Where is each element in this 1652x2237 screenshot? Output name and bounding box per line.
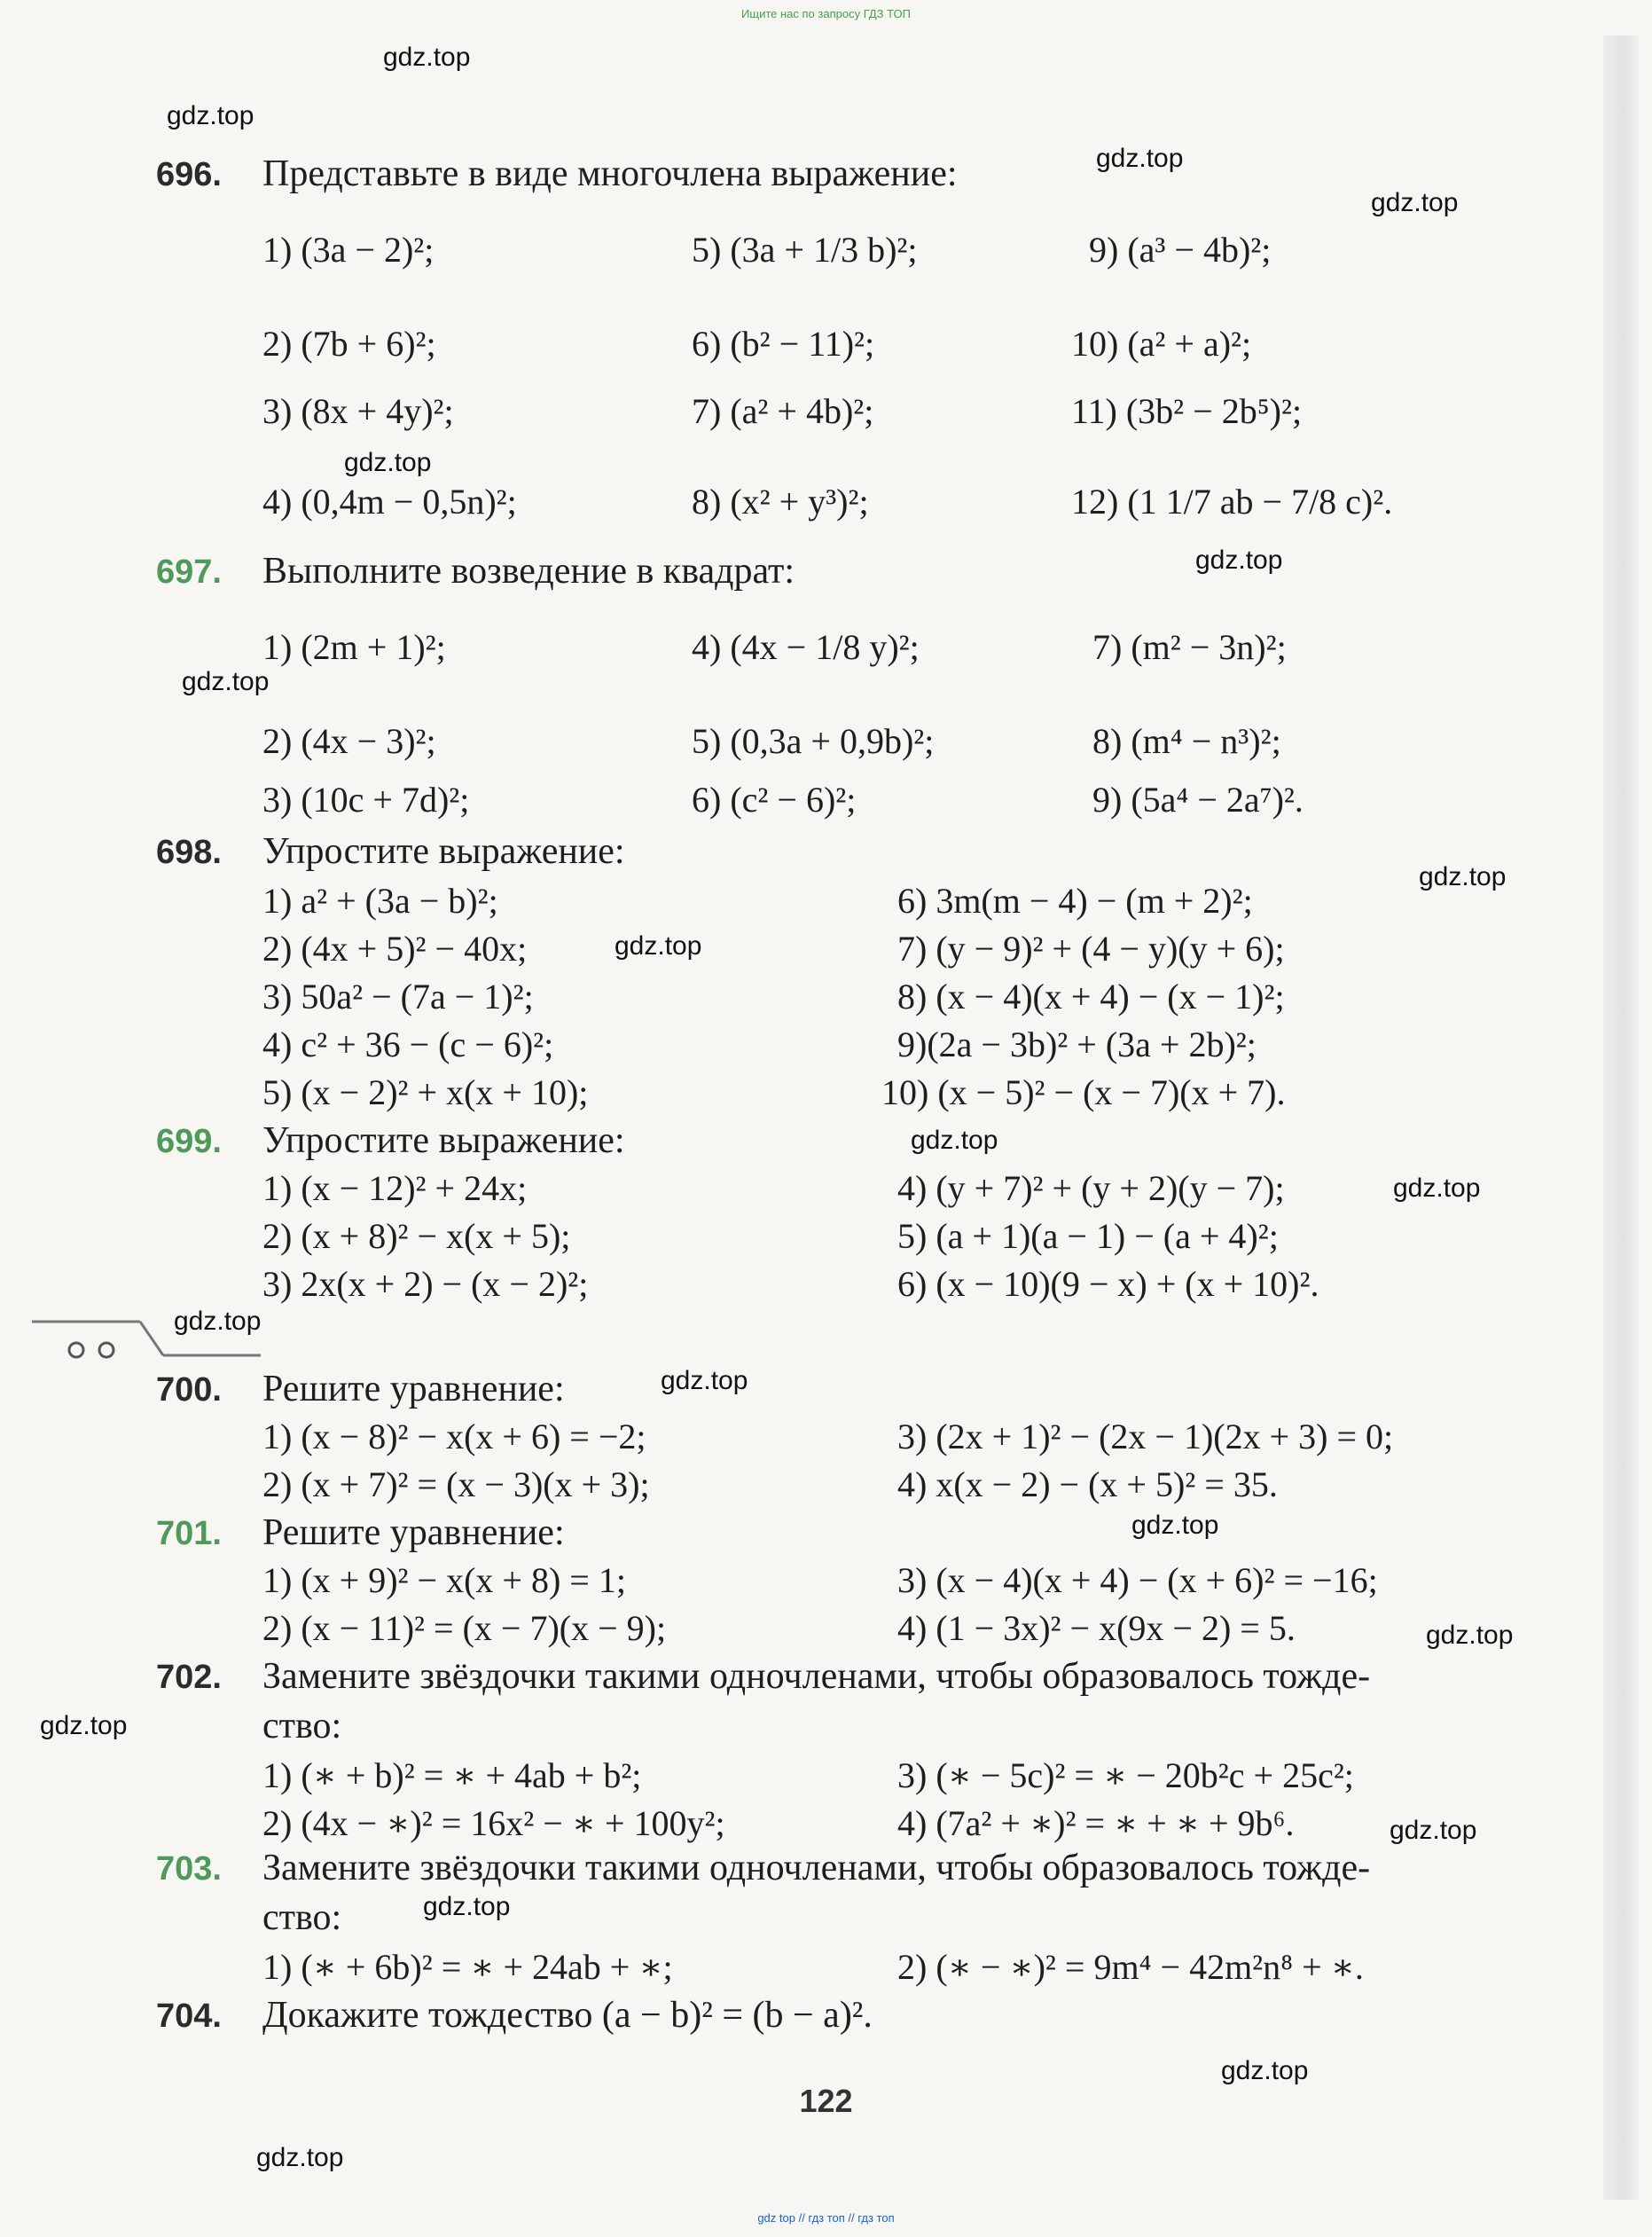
expression: 2) (7b + 6)²; bbox=[262, 324, 436, 364]
exercise-instruction: Решите уравнение: bbox=[262, 1369, 565, 1409]
watermark: gdz.top bbox=[1096, 144, 1184, 173]
watermark: gdz.top bbox=[167, 101, 254, 130]
expression: 9) (5a⁴ − 2a⁷)². bbox=[1092, 780, 1304, 820]
exercise-instruction: Замените звёздочки такими одночленами, чтобы образовалось тожде- bbox=[262, 1848, 1371, 1888]
expression: 2) (∗ − ∗)² = 9m⁴ − 42m²n⁸ + ∗. bbox=[897, 1947, 1364, 1987]
expression: 6) (b² − 11)²; bbox=[692, 324, 875, 364]
expression: 5) (0,3a + 0,9b)²; bbox=[692, 721, 935, 761]
expression: 4) (4x − 1/8 y)²; bbox=[692, 627, 920, 667]
watermark: gdz.top bbox=[40, 1711, 128, 1740]
expression: 6) (c² − 6)²; bbox=[692, 780, 857, 820]
expression: 3) (8x + 4y)²; bbox=[262, 391, 454, 431]
watermark: gdz.top bbox=[661, 1366, 748, 1395]
exercise-number: 700. bbox=[156, 1371, 222, 1409]
exercise-instruction: Упростите выражение: bbox=[262, 831, 625, 872]
expression: 4) (y + 7)² + (y + 2)(y − 7); bbox=[897, 1168, 1285, 1208]
expression: 1) a² + (3a − b)²; bbox=[262, 881, 498, 921]
exercise-instruction: Упростите выражение: bbox=[262, 1120, 625, 1161]
expression: 7) (y − 9)² + (4 − y)(y + 6); bbox=[897, 929, 1285, 969]
expression: 12) (1 1/7 ab − 7/8 c)². bbox=[1071, 482, 1393, 522]
header-note: Ищите нас по запросу ГДЗ ТОП bbox=[741, 7, 911, 20]
exercise-instruction: Докажите тождество (a − b)² = (b − a)². bbox=[262, 1995, 873, 2036]
expression: 6) 3m(m − 4) − (m + 2)²; bbox=[897, 881, 1253, 921]
expression: 4) c² + 36 − (c − 6)²; bbox=[262, 1024, 554, 1064]
expression: 3) (10c + 7d)²; bbox=[262, 780, 470, 820]
expression: 5) (a + 1)(a − 1) − (a + 4)²; bbox=[897, 1216, 1279, 1256]
expression: 9) (a³ − 4b)²; bbox=[1089, 230, 1272, 270]
expression: 3) (x − 4)(x + 4) − (x + 6)² = −16; bbox=[897, 1560, 1378, 1600]
exercise-number: 699. bbox=[156, 1123, 222, 1160]
expression: 5) (3a + 1/3 b)²; bbox=[692, 230, 918, 270]
expression: 6) (x − 10)(9 − x) + (x + 10)². bbox=[897, 1264, 1319, 1304]
expression: 7) (a² + 4b)²; bbox=[692, 391, 874, 431]
exercise-instruction-continued: ство: bbox=[262, 1897, 342, 1938]
exercise-instruction: Замените звёздочки такими одночленами, чтобы образовалось тожде- bbox=[262, 1656, 1371, 1697]
expression: 3) 50a² − (7a − 1)²; bbox=[262, 977, 534, 1016]
expression: 2) (4x + 5)² − 40x; bbox=[262, 929, 528, 969]
expression: 7) (m² − 3n)²; bbox=[1092, 627, 1287, 667]
footer-note: gdz top // гдз топ // гдз топ bbox=[757, 2211, 895, 2225]
exercise-number: 697. bbox=[156, 553, 222, 591]
expression: 1) (x − 8)² − x(x + 6) = −2; bbox=[262, 1417, 646, 1456]
exercise-instruction: Решите уравнение: bbox=[262, 1512, 565, 1553]
expression: 3) (∗ − 5c)² = ∗ − 20b²c + 25c²; bbox=[897, 1755, 1354, 1795]
expression: 8) (m⁴ − n³)²; bbox=[1092, 721, 1281, 761]
expression: 3) 2x(x + 2) − (x − 2)²; bbox=[262, 1264, 589, 1304]
page-edge bbox=[1603, 35, 1639, 2200]
exercise-number: 704. bbox=[156, 1998, 222, 2035]
exercise-instruction-continued: ство: bbox=[262, 1706, 342, 1746]
expression: 1) (2m + 1)²; bbox=[262, 627, 446, 667]
expression: 10) (x − 5)² − (x − 7)(x + 7). bbox=[881, 1072, 1286, 1112]
expression: 11) (3b² − 2b⁵)²; bbox=[1071, 391, 1303, 431]
expression: 2) (x + 7)² = (x − 3)(x + 3); bbox=[262, 1464, 650, 1504]
expression: 1) (x + 9)² − x(x + 8) = 1; bbox=[262, 1560, 626, 1600]
exercise-number: 703. bbox=[156, 1850, 222, 1888]
expression: 10) (a² + a)²; bbox=[1071, 324, 1252, 364]
section-divider-decoration bbox=[32, 1320, 262, 1364]
page-number: 122 bbox=[799, 2083, 853, 2119]
expression: 4) x(x − 2) − (x + 5)² = 35. bbox=[897, 1464, 1278, 1504]
watermark: gdz.top bbox=[174, 1307, 262, 1336]
watermark: gdz.top bbox=[182, 667, 270, 696]
watermark: gdz.top bbox=[1393, 1173, 1481, 1203]
expression: 1) (x − 12)² + 24x; bbox=[262, 1168, 528, 1208]
watermark: gdz.top bbox=[1195, 546, 1283, 575]
expression: 1) (3a − 2)²; bbox=[262, 230, 435, 270]
expression: 4) (1 − 3x)² − x(9x − 2) = 5. bbox=[897, 1608, 1296, 1648]
expression: 8) (x − 4)(x + 4) − (x − 1)²; bbox=[897, 977, 1285, 1016]
expression: 9)(2a − 3b)² + (3a + 2b)²; bbox=[897, 1024, 1257, 1064]
exercise-number: 701. bbox=[156, 1515, 222, 1552]
watermark: gdz.top bbox=[911, 1126, 998, 1155]
exercise-number: 698. bbox=[156, 834, 222, 871]
exercise-number: 702. bbox=[156, 1659, 222, 1696]
expression: 8) (x² + y³)²; bbox=[692, 482, 869, 522]
watermark: gdz.top bbox=[1426, 1621, 1514, 1650]
watermark: gdz.top bbox=[383, 43, 471, 72]
expression: 2) (4x − ∗)² = 16x² − ∗ + 100y²; bbox=[262, 1803, 725, 1843]
expression: 1) (∗ + 6b)² = ∗ + 24ab + ∗; bbox=[262, 1947, 673, 1987]
watermark: gdz.top bbox=[1419, 862, 1507, 891]
watermark: gdz.top bbox=[1390, 1816, 1477, 1845]
exercise-instruction: Выполните возведение в квадрат: bbox=[262, 551, 795, 592]
watermark: gdz.top bbox=[615, 931, 702, 961]
expression: 3) (2x + 1)² − (2x − 1)(2x + 3) = 0; bbox=[897, 1417, 1394, 1456]
exercise-instruction: Представьте в виде многочлена выражение: bbox=[262, 153, 958, 194]
expression: 4) (7a² + ∗)² = ∗ + ∗ + 9b⁶. bbox=[897, 1803, 1295, 1843]
expression: 5) (x − 2)² + x(x + 10); bbox=[262, 1072, 589, 1112]
watermark: gdz.top bbox=[256, 2143, 344, 2172]
expression: 2) (x − 11)² = (x − 7)(x − 9); bbox=[262, 1608, 667, 1648]
exercise-number: 696. bbox=[156, 156, 222, 193]
watermark: gdz.top bbox=[1131, 1511, 1219, 1540]
watermark: gdz.top bbox=[1371, 188, 1459, 217]
watermark: gdz.top bbox=[1221, 2056, 1309, 2085]
expression: 2) (4x − 3)²; bbox=[262, 721, 436, 761]
expression: 4) (0,4m − 0,5n)²; bbox=[262, 482, 517, 522]
watermark: gdz.top bbox=[423, 1892, 511, 1921]
watermark: gdz.top bbox=[344, 448, 432, 477]
expression: 1) (∗ + b)² = ∗ + 4ab + b²; bbox=[262, 1755, 642, 1795]
expression: 2) (x + 8)² − x(x + 5); bbox=[262, 1216, 571, 1256]
